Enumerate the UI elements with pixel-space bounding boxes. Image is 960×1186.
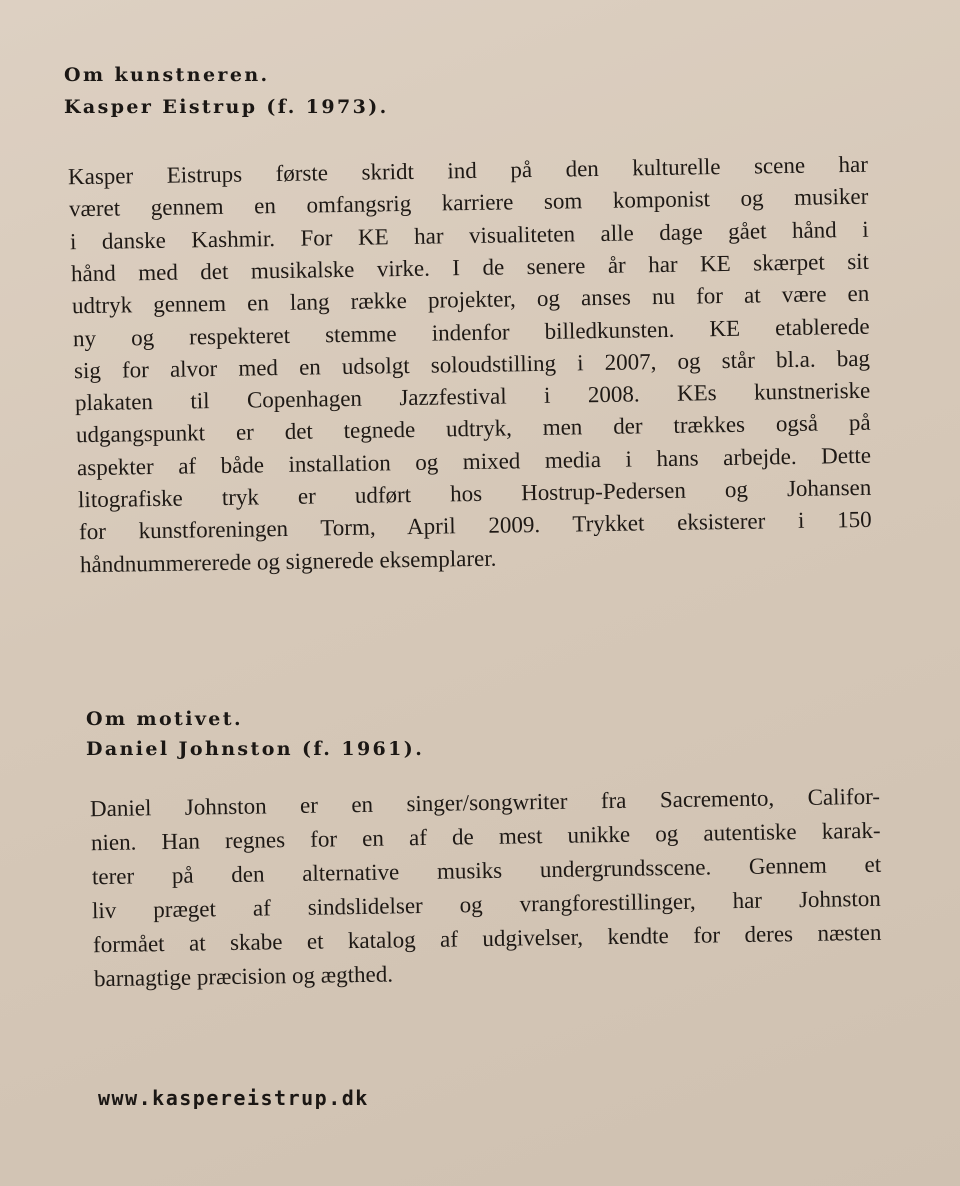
- text-line: terer på den alternative musiks undergrundsscene. Gennem et: [91, 851, 881, 890]
- text-line: litografiske tryk er udført hos Hostrup-Pedersen og Johansen: [77, 474, 872, 513]
- text-line: liv præget af sindslidelser og vrangforestillinger, har Johnston: [92, 885, 882, 924]
- text-line: sig for alvor med en udsolgt soloudstilling i 2007, og står bl.a. bag: [73, 345, 871, 384]
- text-line: været gennem en omfangsrig karriere som komponist og musiker: [68, 184, 869, 222]
- text-line: for kunstforeningen Torm, April 2009. Trykket eksisterer i 150: [78, 507, 872, 545]
- text-line: formået at skabe et katalog af udgivelser, kendte for deres næsten: [93, 919, 882, 958]
- text-line: i danske Kashmir. For KE har visualiteten alle dage gået hånd i: [69, 216, 869, 254]
- text-line: håndnummererede og signerede eksemplarer.: [79, 545, 497, 577]
- text-line: aspekter af både installation og mixed media i hans arbejde. Dette: [76, 442, 872, 480]
- motif-heading: Om motivet.: [86, 708, 243, 730]
- text-line: plakaten til Copenhagen Jazzfestival i 2008. KEs kunstneriske: [74, 377, 871, 416]
- text-line: Kasper Eistrups første skridt ind på den kulturelle scene har: [67, 151, 869, 190]
- artist-heading: Om kunstneren.: [64, 64, 270, 86]
- text-line: ny og respekteret stemme indenfor billedkunsten. KE etablerede: [72, 313, 870, 351]
- website-link[interactable]: www.kaspereistrup.dk: [98, 1086, 369, 1110]
- artist-subheading: Kasper Eistrup (f. 1973).: [64, 96, 389, 118]
- text-line: udtryk gennem en lang række projekter, og anses nu for at være en: [71, 280, 870, 319]
- text-line: nien. Han regnes for en af de mest unikke og autentiske karak-: [90, 817, 881, 856]
- text-line: Daniel Johnston er en singer/songwriter fra Sacremento, Califor-: [89, 783, 881, 822]
- motif-subheading: Daniel Johnston (f. 1961).: [86, 738, 425, 760]
- text-line: hånd med det musikalske virke. I de senere år har KE skærpet sit: [70, 248, 870, 287]
- text-line: udgangspunkt er det tegnede udtryk, men der trækkes også på: [75, 410, 871, 448]
- text-line: barnagtige præcision og ægthed.: [93, 961, 394, 992]
